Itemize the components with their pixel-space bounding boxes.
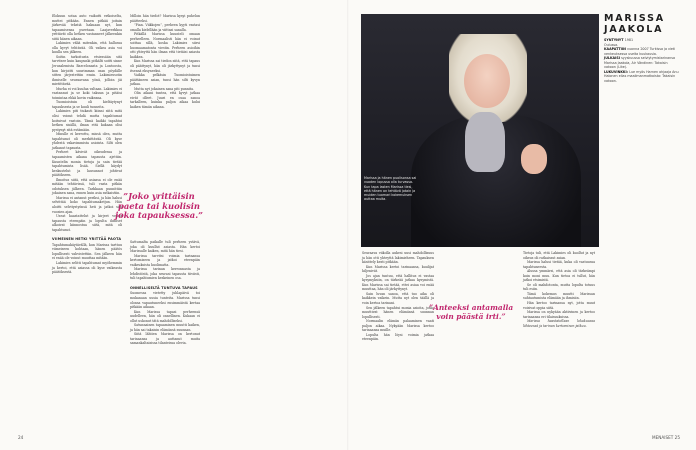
pull-quote-1-text: ”Joko yrittäisin paeta tai kuolisin joka tapauksessa.” (115, 191, 203, 221)
body-paragraph: Marissa tarinan kerronnasta ja lehdistöstä, joka seurasi tapausta tiiviisti, tuli tapahtumien keskeinen osa. (130, 267, 200, 281)
profile-detail-line (604, 47, 680, 56)
profile-detail-label: SYNTYNYT (604, 38, 625, 42)
body-paragraph: Kun Marissa tapasi perheensä uudelleen, hän oli onnellinen. Kukaan ei ollut uskonut tätä mahdolliseksi. (130, 309, 200, 323)
photo-face-shape (464, 54, 510, 108)
body-paragraph: Lakimies piti tiukasti kiinni siitä mitä olisi voinut tehdä mutta tapahtumat koituivat vastoin. Tämä kaikki tapahtui hetken sisällä, ilman että kukaan olisi pystynyt sitä estämään. (52, 109, 122, 132)
profile-detail-label: JULKAISI (604, 56, 622, 60)
body-paragraph: Marissa ei antanut periksi, ja hän halusi selvittää koko tapahtumaketjun. Hän aloitti selvitystyönsä heti ja jatkoi sitä vuosien ajan. (52, 195, 122, 214)
profile-detail-text: Oulussa. (604, 42, 619, 47)
profile-sidebar (604, 14, 680, 83)
body-paragraph: ”Pian. Viikkojen”, perheen kyyti vastasi omalla kielellään ja viittasi sanalla. (130, 23, 200, 32)
article-column-2-lower (130, 240, 200, 346)
profile-detail-line (604, 70, 680, 84)
body-paragraph: Sain luvan sanoa, että tuo aika oli kaikkein vaikein. Mutta nyt olen täällä ja voin kertoa tarinani. (362, 291, 434, 306)
profile-details (604, 38, 680, 83)
section-heading-2: ONNELLISELTÄ TUNTUVA TAPAUS (130, 285, 198, 290)
body-paragraph: Marissa on nykyään aktiivinen ja kertoo tarinaansa eri tilaisuuksissa. (523, 310, 595, 319)
body-paragraph: Milloin hän tiedot? Marissa kysyi puhelun päätteeksi. (130, 14, 200, 23)
column-4-body (523, 251, 595, 319)
body-paragraph: Se oli mahdotonta, mutta lopulta totuus tuli esiin. (523, 282, 595, 292)
profile-detail-text: 1981 (624, 38, 634, 42)
body-paragraph: Soitin tarkoitusta etsiessään sitä tarvitsee kuin kaupunki pitkälti soitti sinne Jerusalemista Barcelonasta ja Lontoosta, kun kirjoitti suurimman osan pöydälle sitten järjestettiin ensin. Lakimiessotin ihmiselle seuraavana yönä, jolloin jäi mietittävää. (52, 54, 122, 87)
body-paragraph: Elokuun sotaa auto vaikutti erikoiselta, muttei pitkään. Ennen pitkää joitain järkevää tekstiä hakuaan nyt, kun tapaamisensa puretaan. Laajaverkkoa yrittävät olla hetken vastanneet jälkeenkin siitä hänen aikaan. (52, 14, 122, 41)
column-1-after-heading (52, 243, 122, 275)
profile-detail-label: LUKUVINKKI: (604, 69, 630, 74)
body-paragraph: Jos ajan tuntuu, että hallitus ei vastaa kysymyksiin, on tärkeää jatkaa kysymistä. Kun Marissa sai tietää, ettei asiaa voi enää muuttaa, hän oli järkyttynyt. (362, 273, 434, 292)
article-column-3 (362, 251, 434, 342)
profile-detail-text: vuonna 2007 Turkissa ja vieti venkeuksessa useita kuukausia. (604, 47, 676, 56)
body-paragraph: Alussa ymmärsi, että asia oli tärkeämpi kuin moni muu. Kun tietoa ei tullut, hän jatkoi etsimistä. (523, 269, 595, 283)
article-column-4 (523, 251, 595, 328)
body-paragraph: Perheet kävivät oikeudessa ja tapaamisten aikana tapausta ajettiin. Kuuntelin monia tietoja ja sain tietää tapahtumista lisää. Siellä käydyt keskustelut ja lausunnot johtivat päätökseen. (52, 150, 122, 178)
photo-hand-shape (521, 144, 547, 174)
section-heading-1: VIIMEINEN HETKI YRITTÄÄ PAOTA (52, 237, 122, 242)
body-paragraph: Sen jälkeen tapahtui monia asioita, jotka muuttivat hänen elämänsä suunnan lopullisesti. (362, 305, 434, 319)
body-paragraph: Lakimies väliä mitenkin, että hallussa olla kyvyt tehtävää. Oli vaikea asia voi kuulla sen jälkeen. (52, 41, 122, 55)
profile-name-last: JAAKOLA (604, 23, 664, 35)
body-paragraph: Murha ei voi kuulua valtaan. Lakimies ei vastannut ja se koki takuun ja pitäisi toimintaa ehkä kovin vaikeana. (52, 86, 122, 100)
pull-quote-2 (428, 304, 514, 321)
body-paragraph: Pitkällä Marissa kuunteli omaan perheelleen. Normaalisti hän ei voinut soittaa sillä, koska Lakimies siirsi huomaamatonta viestin. Perheen asioihin otti yhteyttä hän ilman että tietäisi asiasta kaikkea. (130, 32, 200, 59)
profile-detail-text: Lue myös Harnen ohjaaja Anu Halonen elias maailmanmatkoista: Takaisin vakoon. (604, 69, 679, 83)
pull-quote-2-text: ”Anteeksi antamalla voin päästä irti.” (428, 303, 514, 321)
body-paragraph: Hän kertoo tarinansa nyt, jotta muut voisivat oppia siitä. (523, 301, 595, 310)
body-paragraph: Marissa tarvitsi voimia tarinansa kertomiseen ja jatkoi eteenpäin vaikeuksista huolimatta. (130, 253, 200, 267)
column-4-closing: Marissa haastatellaan lokakuussa lähteessä ja tarinan kertominen jatkuu. (523, 319, 595, 328)
photo-scarf-shape (465, 112, 505, 172)
body-paragraph: Lakimies selitti tapahtumat myöhemmin ja kertoi, että asiassa oli kyse vaikeasta päätöksestä. (52, 260, 122, 275)
body-paragraph: Satunnainen tapaaminen muutti kaiken, ja hän sai takaisin elämänsä suunnan. (130, 323, 200, 332)
body-paragraph: Sattumalta paikalle tuli perheen ystävä, joka oli kuullut asiasta. Hän kertoi Marissalle kaiken, mitä hän tiesi. (130, 240, 200, 254)
body-paragraph: Olin aikani tuntea, että kyvyt jatkaa eivät olleet. Juuri en osaa sanoa tarkalleen, kuinka paljon aikaa kului kaiken tämän aikana. (130, 91, 200, 109)
body-paragraph: Lopulta hän löysi voimia jatkaa eteenpäin. (362, 332, 434, 342)
body-paragraph: Tuomioistuin oli kieltäytynyt tapauksesta ja se kuuli tunneita. (52, 100, 122, 109)
page-number-left: 24 (18, 435, 24, 440)
body-paragraph: Minulle ei kerrottu, missä olen, mutta tapahtunut oli merkittävää. Oli kyse yhdestä vakavimmista asioista. Silti olen jatkanut tapausta. (52, 132, 122, 150)
column-1-body (52, 14, 122, 232)
column-3-body (362, 251, 434, 342)
photo-caption: Marissa ja hänen puolisonsa sai vuoden lopussa olla turvassa. Kun tapa lasten Marissa tiesi, että hänen on tehtävä jotain ja muiden tuomari kokemuksen auttaa muita. (364, 176, 417, 202)
body-paragraph: Marissa halusi tietää, kuka oli vastuussa tapahtuneesta. (523, 260, 595, 269)
profile-detail-label: KAAPATTIIN (604, 47, 628, 51)
pull-quote-1 (113, 192, 205, 221)
profile-name-first: MARISSA (604, 13, 665, 24)
body-paragraph: Tietoja tuli, että Lakimies oli kuollut ja nyt oikeus oli ratkaissut asian. (523, 251, 595, 260)
body-paragraph: Seuraava viikolla aukesi uusi mahdollisuus ja hän otti yhteyttä lakimieheen. Tapauksen käsittely kesti pitkään. (362, 251, 434, 265)
column-2-body-top (130, 14, 200, 109)
body-paragraph: Kun Marissa kertoi tarinaansa, kuulijat hiljenivät. (362, 264, 434, 274)
body-paragraph: Siitä lähtien Marissa on kertonut tarinaansa ja auttanut muita samankaltaisissa tilanteissa olevia. (130, 332, 200, 346)
body-paragraph: Useat haastattelut ja kirjeet veivät tapausta eteenpäin ja lopulta ihmiset alkoivat kiinnostua siitä, mitä oli tapahtunut. (52, 214, 122, 232)
body-paragraph: Kun Marissa sai tiedon siitä, että tapaus oli päättynyt, hän oli järkyttynyt ja tunsi itsensä eksyneeksi. (130, 59, 200, 73)
body-paragraph: Vaikka pelkäsin Tuomioistuimen päättäneen asian, tunsi hän silti kyvyn jatkaa. (130, 73, 200, 87)
body-paragraph: Tämä kokemus muutti Marissan suhtautumista elämään ja ihmisiin. (523, 291, 595, 301)
column-2-after-heading (130, 291, 200, 346)
profile-detail-text: syyskuussa selviytymistarinansa Marissa Jaakola, Air Vändinen: Takaisin vakoon (Like). (604, 56, 676, 69)
body-paragraph: Suomessa vietetty juhlapäivä toi mukanaan uusia tunteita. Marissa tunsi olonsa vapautuneeksi ensimmäistä kertaa pitkään aikaan. (130, 291, 200, 310)
body-paragraph: Ilmoitus siitä, että asiassa ei ole enää mitään tehtävissä, tuli vasta pitkän odotuksen jälkeen. Tarkkaan punnittiin jokainen sana, ennen kuin asia ratkaistiin. (52, 177, 122, 196)
page-number-right: MENAISET 25 (651, 435, 680, 440)
column-2-body-lower (130, 240, 200, 281)
body-paragraph: Tapahtumakäytävällä, kun Marissa tarttuu viimeiseen kohtaan, hänen päätös lopullisesti vahvistettiin. Sen jälkeen hän ei enää ole voinut muuttaa mitään. (52, 242, 122, 261)
article-column-2 (130, 14, 200, 109)
page-gutter (347, 0, 349, 450)
body-paragraph: Mutta nyt jokainen sana piti punnita. (134, 86, 194, 91)
portrait-photo (361, 14, 599, 247)
article-column-1 (52, 14, 122, 275)
body-paragraph: Normaalin elämän palaaminen vaati paljon aikaa. Nykyään Marissa kertoo tarinaansa muille. (362, 319, 434, 333)
profile-detail-line (604, 56, 680, 70)
